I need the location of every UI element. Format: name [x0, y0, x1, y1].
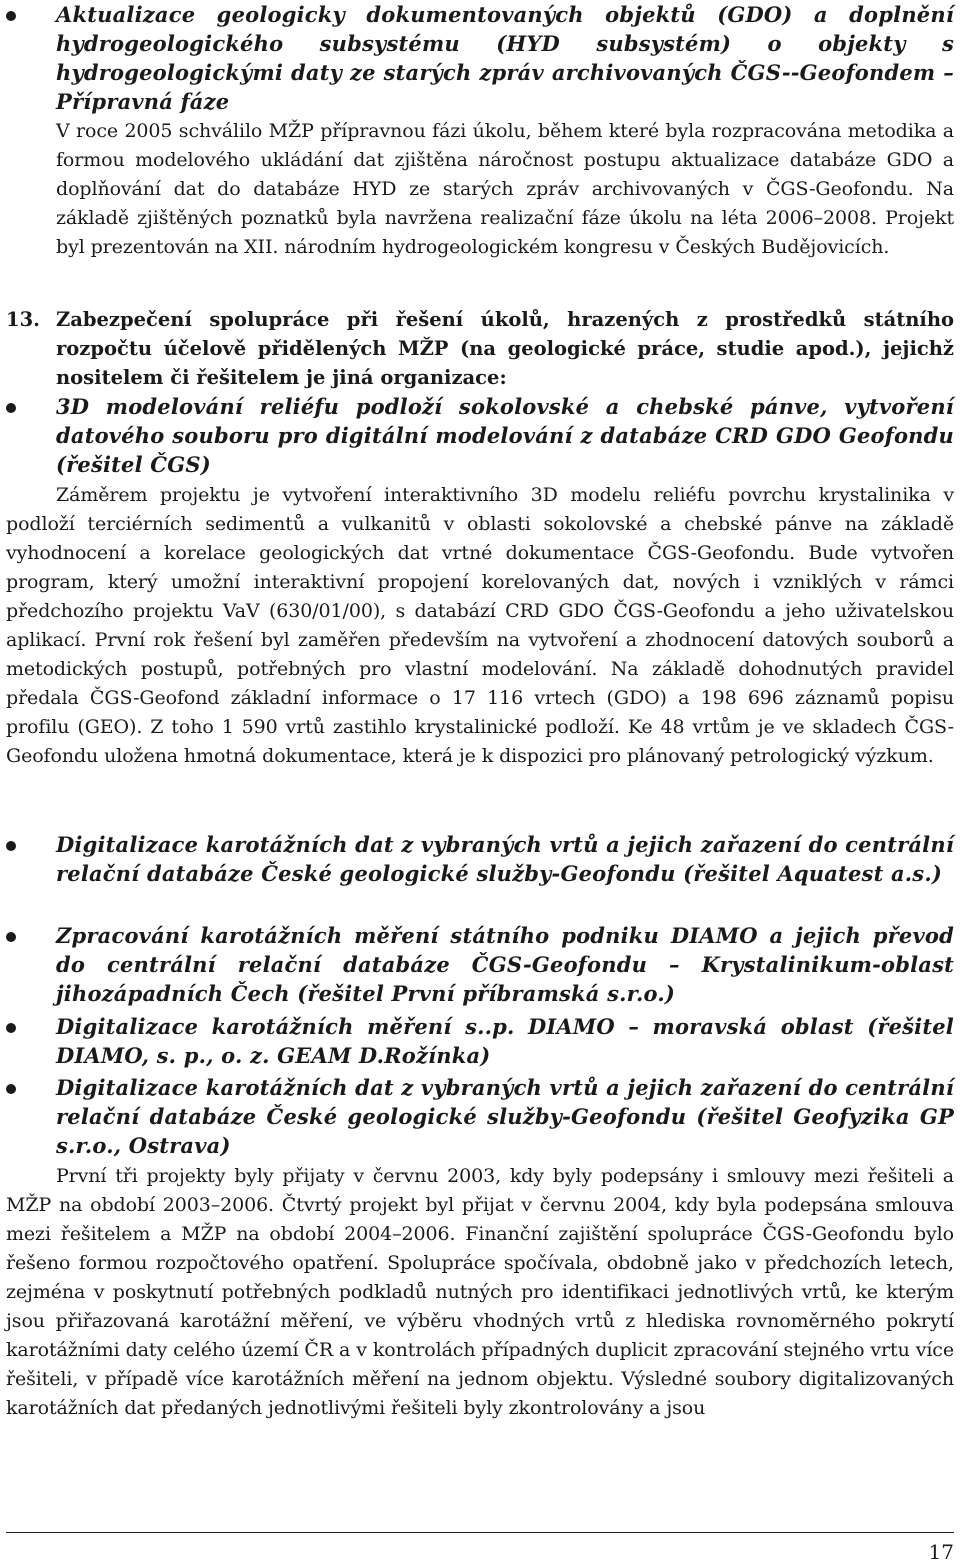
bullet-title-project: Zpracování karotážních měření státního podniku DIAMO a jejich převod do centrální relační databáze ČGS-Geofondu – Krystalinikum-oblast jihozápadních Čech (řešitel První příbramská s.r.o.) — [56, 923, 954, 1006]
bullet-title-gdo: Aktualizace geologicky dokumentovaných objektů (GDO) a doplnění hydrogeologického subsystému (HYD subsystém) o objekty s hydrogeologickými daty ze starých zpráv archivovaných ČGS--Geofondem – Přípravná fáze — [56, 2, 954, 114]
bullet-dot-icon — [6, 403, 16, 413]
paragraph-text: První tři projekty byly přijaty v červnu 2003, kdy byly podepsány i smlouvy mezi řešiteli a MŽP na období 2003–2006. Čtvrtý projekt byl přijat v červnu 2004, kdy byla podepsána smlouva mezi řešitelem a MŽP na období 2004–2006. Finanční zajištění spolupráce ČGS-Geofondu bylo řešeno formou rozpočtového opatření. Spolupráce spočívala, obdobně jako v předchozích letech, zejména v poskytnutí potřebných podkladů nutných pro identifikaci jednotlivých vrtů, ke kterým jsou přiřazovaná karotážní měření, ve výběru vhodných vrtů z hlediska rovnoměrného pokrytí karotážními daty celého území ČR a v kontrolách případných duplicit zpracování stejného vrtu více řešiteli, v případě více karotážních měření na jednom objektu. Výsledné soubory digitalizovaných karotážních dat předaných jednotlivými řešiteli byly zkontrolovány a jsou — [6, 1165, 954, 1419]
paragraph-preparatory-phase — [6, 117, 954, 262]
bullet-title-project: Digitalizace karotážních měření s..p. DIAMO – moravská oblast (řešitel DIAMO, s. p., o. z. GEAM D.Rožínka) — [56, 1014, 954, 1068]
bullet-dot-icon — [6, 841, 16, 851]
section-number: 13. — [6, 308, 40, 331]
paragraph-text: V roce 2005 schválilo MŽP přípravnou fázi úkolu, během které byla rozpracována metodika a formou modelového ukládání dat zjištěna náročnost postupu aktualizace databáze GDO a doplňování dat do databáze HYD ze starých zpráv archivovaných v ČGS-Geofondu. Na základě zjištěných poznatků byla navržena realizační fáze úkolu na léta 2006–2008. Projekt byl prezentován na XII. národním hydrogeologickém kongresu v Českých Budějovicích. — [56, 120, 954, 258]
bullet-title-project: Digitalizace karotážních dat z vybraných vrtů a jejich zařazení do centrální relační databáze České geologické služby-Geofondu (řešitel Geofyzika GP s.r.o., Ostrava) — [56, 1075, 954, 1158]
footer-divider — [6, 1532, 954, 1533]
bullet-title-3d-model: 3D modelování reliéfu podloží sokolovské a chebské pánve, vytvoření datového souboru pro digitální modelování z databáze CRD GDO Geofondu (řešitel ČGS) — [56, 394, 954, 477]
bullet-dot-icon — [6, 1023, 16, 1033]
paragraph-text: Záměrem projektu je vytvoření interaktivního 3D modelu reliéfu povrchu krystalinika v podloží terciérních sedimentů a vulkanitů v oblasti sokolovské a chebské pánve na základě vyhodnocení a korelace geologických dat vrtné dokumentace ČGS-Geofondu. Bude vytvořen program, který umožní interaktivní propojení korelovaných dat, nových i vzniklých v rámci předchozího projektu VaV (630/01/00), s databází CRD GDO ČGS-Geofondu a jeho uživatelskou aplikací. První rok řešení byl zaměřen především na vytvoření a zhodnocení datových souborů a metodických postupů, potřebných pro vlastní modelování. Na základě dohodnutých pravidel předala ČGS-Geofond základní informace o 17 116 vrtech (GDO) a 198 696 záznamů popisu profilu (GEO). Z toho 1 590 vrtů zastihlo krystalinické podloží. Ke 48 vrtům je ve skladech ČGS-Geofondu uložena hmotná dokumentace, která je k dispozici pro plánovaný petrologický výzkum. — [6, 484, 954, 767]
paragraph-3d-project — [6, 481, 954, 771]
bullet-dot-icon — [6, 932, 16, 942]
section-13-text: Zabezpečení spolupráce při řešení úkolů, hrazených z prostředků státního rozpočtu účelově přidělených MŽP (na geologické práce, studie apod.), jejichž nositelem či řešitelem je jiná organizace: — [56, 308, 954, 389]
bullet-dot-icon — [6, 11, 16, 21]
bullet-title-project: Digitalizace karotážních dat z vybraných vrtů a jejich zařazení do centrální relační databáze České geologické služby-Geofondu (řešitel Aquatest a.s.) — [56, 832, 954, 886]
section-13-heading — [6, 305, 954, 392]
paragraph-cooperation — [6, 1162, 954, 1423]
bullet-dot-icon — [6, 1084, 16, 1094]
page-number: 17 — [928, 1540, 954, 1564]
